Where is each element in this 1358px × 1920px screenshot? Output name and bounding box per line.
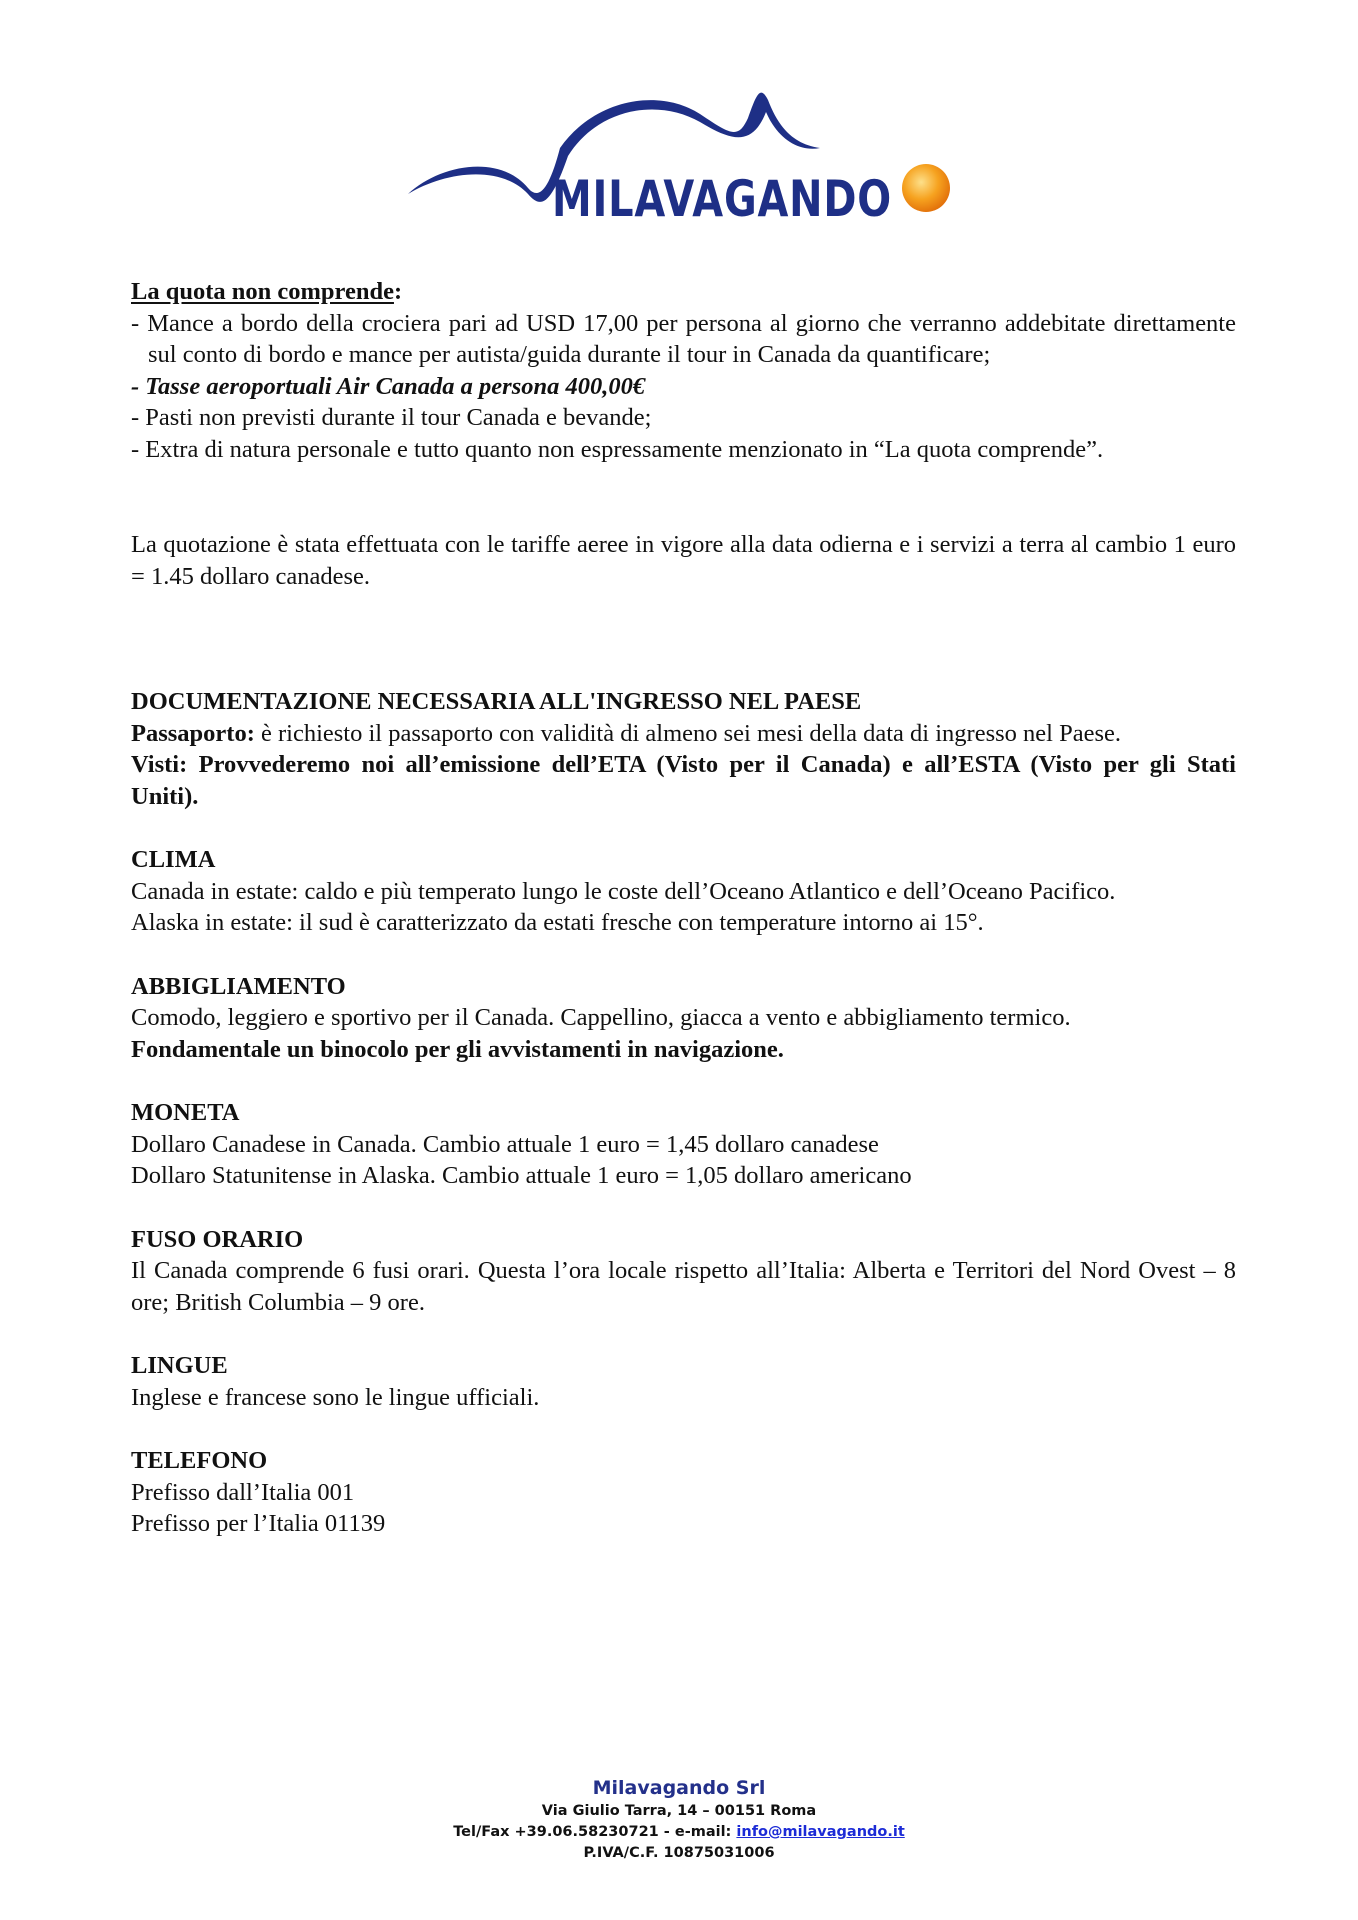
- spacer: [131, 465, 1236, 529]
- section-paragraph: Prefisso per l’Italia 01139: [131, 1510, 386, 1537]
- section-paragraph: Inglese e francese sono le lingue ufficiali.: [131, 1383, 540, 1411]
- page-footer: [0, 1775, 1358, 1864]
- section-title: FUSO ORARIO: [131, 1225, 304, 1253]
- visa-paragraph: [131, 749, 1236, 812]
- section-paragraph: Dollaro Canadese in Canada. Cambio attuale 1 euro = 1,45 dollaro canadese: [131, 1130, 879, 1158]
- documentation-section: [131, 686, 1236, 812]
- exclusions-heading-line: [131, 276, 1236, 308]
- section-paragraph: Alaska in estate: il sud è caratterizzato da estati fresche con temperature intorno ai 15°.: [131, 909, 984, 936]
- exclusion-item: - Mance a bordo della crociera pari ad USD 17,00 per persona al giorno che verranno addebitate direttamente sul conto di bordo e mance per autista/guida durante il tour in Canada da quantificare;: [131, 309, 1236, 368]
- info-sections: [131, 844, 1236, 1540]
- passport-label: Passaporto:: [131, 719, 255, 747]
- section-title: CLIMA: [131, 846, 216, 873]
- section-abbigliamento: [131, 971, 1236, 1066]
- footer-contact-prefix: Tel/Fax +39.06.58230721 - e-mail:: [453, 1824, 737, 1840]
- section-clima: [131, 844, 1236, 939]
- footer-contact: [0, 1822, 1358, 1843]
- section-paragraph: Il Canada comprende 6 fusi orari. Questa l’ora locale rispetto all’Italia: Alberta e Territori del Nord Ovest – 8 ore; British Columbia – 9 ore.: [131, 1257, 1236, 1316]
- exclusion-item: - Extra di natura personale e tutto quanto non espressamente menzionato in “La quota comprende”.: [131, 435, 1104, 463]
- exclusions-list: [131, 308, 1236, 466]
- logo-sun: [902, 164, 950, 212]
- document-body: [131, 276, 1236, 1572]
- logo-text: MILAVAGANDO: [552, 170, 892, 228]
- section-fuso-orario: [131, 1224, 1236, 1319]
- section-title: TELEFONO: [131, 1447, 268, 1474]
- section-telefono: [131, 1445, 1236, 1540]
- exclusions-heading-colon: :: [393, 278, 403, 305]
- quotation-note: La quotazione è stata effettuata con le tariffe aeree in vigore alla data odierna e i servizi a terra al cambio 1 euro = 1.45 dollaro canadese.: [131, 531, 1236, 590]
- footer-vat: P.IVA/C.F. 10875031006: [583, 1845, 775, 1861]
- section-paragraph: Canada in estate: caldo e più temperato lungo le coste dell’Oceano Atlantico e dell’Oceano Pacifico.: [131, 877, 1116, 905]
- section-paragraph: Dollaro Statunitense in Alaska. Cambio attuale 1 euro = 1,05 dollaro americano: [131, 1162, 912, 1189]
- company-logo: [400, 78, 960, 248]
- section-title: LINGUE: [131, 1352, 228, 1379]
- section-paragraph: Prefisso dall’Italia 001: [131, 1478, 355, 1506]
- spacer: [131, 592, 1236, 686]
- milavagando-logo-graphic: [400, 78, 960, 248]
- section-moneta: [131, 1097, 1236, 1192]
- visa-label: Visti:: [131, 751, 188, 778]
- visa-text: Provvederemo noi all’emissione dell’ETA (Visto per il Canada) e all’ESTA (Visto per gli Stati Uniti).: [131, 751, 1236, 810]
- exclusion-item: - Pasti non previsti durante il tour Canada e bevande;: [131, 404, 652, 431]
- exclusions-heading: La quota non comprende: [131, 278, 394, 305]
- passport-paragraph: [131, 718, 1236, 750]
- section-title: ABBIGLIAMENTO: [131, 972, 346, 1000]
- section-title: MONETA: [131, 1099, 240, 1126]
- footer-address: Via Giulio Tarra, 14 – 00151 Roma: [541, 1803, 817, 1819]
- footer-email-link[interactable]: info@milavagando.it: [736, 1824, 905, 1840]
- section-paragraph: Comodo, leggiero e sportivo per il Canada. Cappellino, giacca a vento e abbigliamento termico.: [131, 1004, 1071, 1031]
- section-paragraph: Fondamentale un binocolo per gli avvistamenti in navigazione.: [131, 1035, 784, 1063]
- passport-text: è richiesto il passaporto con validità di almeno sei mesi della data di ingresso nel Paese.: [254, 719, 1121, 747]
- documentation-title: DOCUMENTAZIONE NECESSARIA ALL'INGRESSO NEL PAESE: [131, 688, 862, 715]
- section-lingue: [131, 1350, 1236, 1413]
- exclusion-item: - Tasse aeroportuali Air Canada a persona 400,00€: [131, 372, 646, 400]
- footer-company: Milavagando Srl: [592, 1777, 766, 1799]
